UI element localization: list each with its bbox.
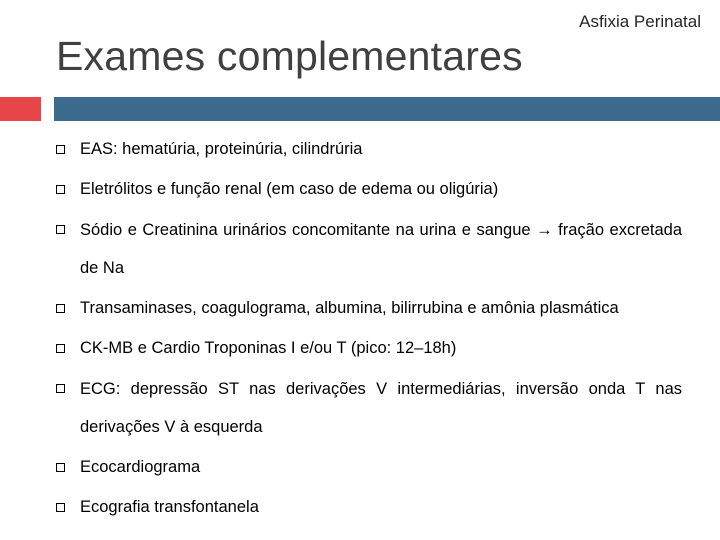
bullet-list	[56, 138, 682, 536]
square-bullet-icon	[56, 145, 65, 154]
square-bullet-icon	[56, 225, 65, 234]
square-bullet-icon	[56, 344, 65, 353]
bullet-item	[56, 211, 682, 287]
accent-bar-blue	[54, 97, 720, 121]
square-bullet-icon	[56, 304, 65, 313]
bullet-item	[56, 178, 682, 201]
square-bullet-icon	[56, 185, 65, 194]
bullet-item	[56, 456, 682, 479]
bullet-item	[56, 297, 682, 320]
bullet-text: EAS: hematúria, proteinúria, cilindrúria	[80, 140, 363, 158]
bullet-item	[56, 370, 682, 446]
bullet-text: Ecocardiograma	[80, 458, 201, 476]
square-bullet-icon	[56, 503, 65, 512]
bullet-item	[56, 496, 682, 519]
slide-title: Exames complementares	[56, 33, 523, 79]
bullet-text: Sódio e Creatinina urinários concomitante na urina e sangue → fração excretada de Na	[80, 221, 682, 277]
slide-subtitle: Asfixia Perinatal	[579, 12, 701, 31]
bullet-item	[56, 337, 682, 360]
bullet-text: ECG: depressão ST nas derivações V intermediárias, inversão onda T nas derivações V à esquerda	[80, 380, 682, 436]
square-bullet-icon	[56, 384, 65, 393]
bullet-text: CK-MB e Cardio Troponinas I e/ou T (pico: 12–18h)	[80, 339, 457, 357]
bullet-text: Transaminases, coagulograma, albumina, bilirrubina e amônia plasmática	[80, 299, 619, 317]
bullet-text: Eletrólitos e função renal (em caso de edema ou oligúria)	[80, 180, 499, 198]
bullet-item	[56, 138, 682, 161]
square-bullet-icon	[56, 463, 65, 472]
accent-bar-red	[0, 97, 41, 121]
bullet-text: Ecografia transfontanela	[80, 498, 259, 516]
